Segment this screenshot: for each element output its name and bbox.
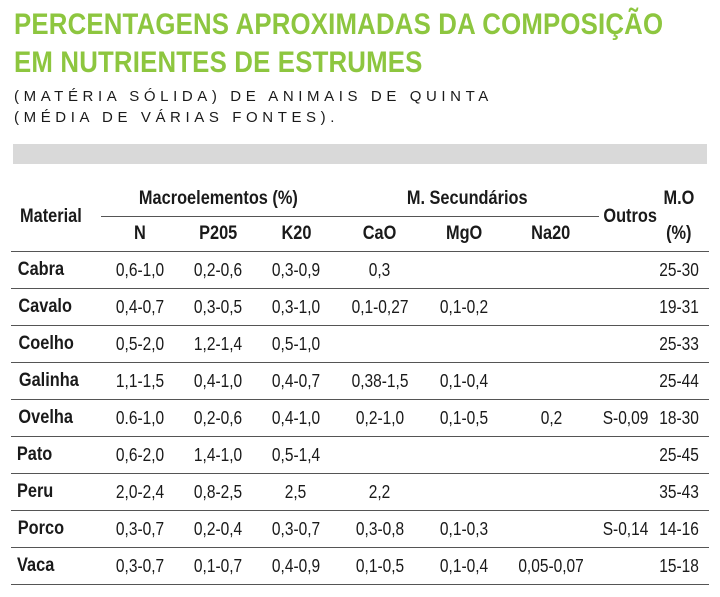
- cell-outros: [599, 474, 649, 511]
- table-row: [11, 252, 709, 289]
- cell-cao: 0,1-0,27: [335, 289, 425, 326]
- header-mo-line-1: M.O: [663, 188, 695, 210]
- cell-na20: [503, 511, 599, 548]
- cell-material: Vaca: [11, 548, 101, 585]
- cell-outros: [599, 437, 649, 474]
- cell-na20: 0,05-0,07: [503, 548, 599, 585]
- cell-p205: 1,4-1,0: [179, 437, 257, 474]
- cell-n: 0,3-0,7: [101, 511, 179, 548]
- subtitle-line-2: (MÉDIA DE VÁRIAS FONTES).: [14, 109, 340, 126]
- subtitle: [14, 86, 493, 128]
- cell-cao: 0,2-1,0: [335, 400, 425, 437]
- header-divider-bar: [13, 144, 707, 164]
- cell-n: 1,1-1,5: [101, 363, 179, 400]
- cell-p205: 0,1-0,7: [179, 548, 257, 585]
- cell-mgo: 0,1-0,4: [425, 548, 503, 585]
- table-row: [11, 437, 709, 474]
- cell-k20: 0,4-0,9: [257, 548, 335, 585]
- cell-mgo: [425, 474, 503, 511]
- cell-cao: 0,1-0,5: [335, 548, 425, 585]
- cell-na20: [503, 363, 599, 400]
- cell-mo: 35-43: [649, 474, 709, 511]
- cell-mgo: [425, 437, 503, 474]
- table-row: [11, 511, 709, 548]
- cell-cao: 0,3: [335, 252, 425, 289]
- cell-p205: 0,3-0,5: [179, 289, 257, 326]
- cell-na20: 0,2: [503, 400, 599, 437]
- cell-material: Porco: [11, 511, 101, 548]
- cell-na20: [503, 474, 599, 511]
- cell-outros: S-0,09: [599, 400, 649, 437]
- nutrient-table: [11, 182, 709, 585]
- header-material: Material: [11, 182, 101, 252]
- cell-mo: 15-18: [649, 548, 709, 585]
- cell-cao: 0,38-1,5: [335, 363, 425, 400]
- cell-mo: 14-16: [649, 511, 709, 548]
- cell-outros: [599, 252, 649, 289]
- cell-k20: 0,5-1,4: [257, 437, 335, 474]
- cell-outros: [599, 363, 649, 400]
- cell-mo: 25-33: [649, 326, 709, 363]
- title-line-2: EM NUTRIENTES DE ESTRUMES: [14, 46, 423, 79]
- cell-k20: 2,5: [257, 474, 335, 511]
- table-row: [11, 548, 709, 585]
- cell-k20: 0,4-0,7: [257, 363, 335, 400]
- cell-mo: 18-30: [649, 400, 709, 437]
- cell-mgo: [425, 252, 503, 289]
- header-secondary-group: M. Secundários: [335, 182, 599, 217]
- cell-mo: 25-30: [649, 252, 709, 289]
- cell-cao: 0,3-0,8: [335, 511, 425, 548]
- cell-mgo: 0,1-0,3: [425, 511, 503, 548]
- table-row: [11, 400, 709, 437]
- cell-na20: [503, 252, 599, 289]
- cell-p205: 0,2-0,4: [179, 511, 257, 548]
- cell-p205: 0,2-0,6: [179, 400, 257, 437]
- cell-outros: [599, 548, 649, 585]
- cell-mgo: [425, 326, 503, 363]
- header-p205: P205: [179, 217, 257, 252]
- cell-outros: [599, 289, 649, 326]
- subtitle-line-1: (MATÉRIA SÓLIDA) DE ANIMAIS DE QUINTA: [14, 88, 493, 105]
- cell-p205: 1,2-1,4: [179, 326, 257, 363]
- cell-k20: 0,3-1,0: [257, 289, 335, 326]
- cell-cao: 2,2: [335, 474, 425, 511]
- cell-mo: 25-44: [649, 363, 709, 400]
- cell-material: Coelho: [11, 326, 101, 363]
- table-body: [11, 252, 709, 585]
- cell-n: 0,3-0,7: [101, 548, 179, 585]
- cell-p205: 0,8-2,5: [179, 474, 257, 511]
- cell-mgo: 0,1-0,5: [425, 400, 503, 437]
- cell-k20: 0,3-0,9: [257, 252, 335, 289]
- cell-outros: S-0,14: [599, 511, 649, 548]
- cell-p205: 0,2-0,6: [179, 252, 257, 289]
- cell-na20: [503, 289, 599, 326]
- table-row: [11, 289, 709, 326]
- cell-mgo: 0,1-0,2: [425, 289, 503, 326]
- cell-n: 0,4-0,7: [101, 289, 179, 326]
- cell-mgo: 0,1-0,4: [425, 363, 503, 400]
- cell-outros: [599, 326, 649, 363]
- cell-n: 2,0-2,4: [101, 474, 179, 511]
- header-n: N: [101, 217, 179, 252]
- cell-k20: 0,4-1,0: [257, 400, 335, 437]
- page-title: [14, 6, 663, 82]
- table-row: [11, 326, 709, 363]
- header-others: Outros: [599, 182, 649, 252]
- cell-n: 0.6-1,0: [101, 400, 179, 437]
- header-na20: Na20: [503, 217, 599, 252]
- cell-material: Cabra: [11, 252, 101, 289]
- cell-material: Pato: [11, 437, 101, 474]
- table-row: [11, 363, 709, 400]
- cell-material: Galinha: [11, 363, 101, 400]
- header-mo-line-2: (%): [649, 217, 709, 252]
- cell-mo: 19-31: [649, 289, 709, 326]
- title-line-1: PERCENTAGENS APROXIMADAS DA COMPOSIÇÃO: [14, 8, 664, 41]
- cell-k20: 0,5-1,0: [257, 326, 335, 363]
- cell-na20: [503, 437, 599, 474]
- header-row-groups: [11, 182, 709, 217]
- cell-mo: 25-45: [649, 437, 709, 474]
- header-k20: K20: [257, 217, 335, 252]
- cell-cao: [335, 326, 425, 363]
- cell-k20: 0,3-0,7: [257, 511, 335, 548]
- cell-n: 0,6-2,0: [101, 437, 179, 474]
- cell-material: Ovelha: [11, 400, 101, 437]
- header-macro-group: Macroelementos (%): [101, 182, 335, 217]
- cell-p205: 0,4-1,0: [179, 363, 257, 400]
- cell-material: Peru: [11, 474, 101, 511]
- cell-na20: [503, 326, 599, 363]
- header-mgo: MgO: [425, 217, 503, 252]
- cell-n: 0,6-1,0: [101, 252, 179, 289]
- cell-n: 0,5-2,0: [101, 326, 179, 363]
- cell-material: Cavalo: [11, 289, 101, 326]
- header-cao: CaO: [335, 217, 425, 252]
- cell-cao: [335, 437, 425, 474]
- table-row: [11, 474, 709, 511]
